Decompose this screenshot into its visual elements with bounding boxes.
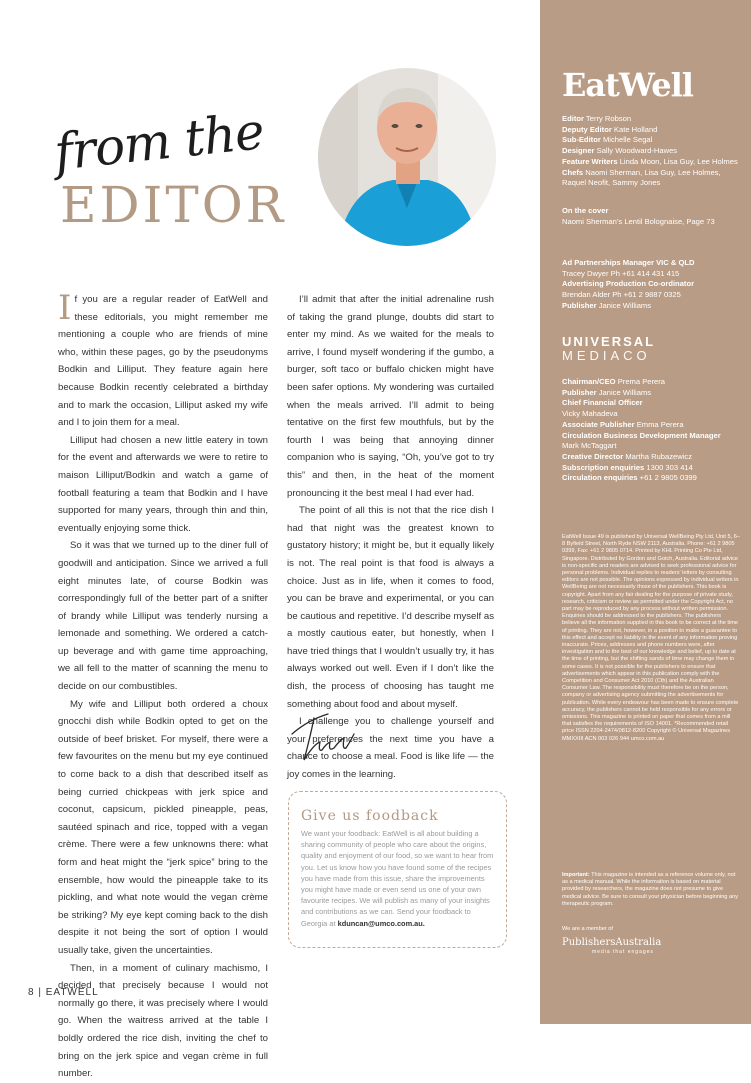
credits-editorial	[562, 114, 738, 189]
paragraph: If you are a regular reader of EatWell and these editorials, you might remember me mentioning a couple who are friends of mine who, within these pages, go by the pseudonyms Bodkin and Lilliput. They feature again here because Bodkin recently celebrated a birthday and to mark the occasion, Lilliput asked my wife and I to join them for a meal.	[58, 288, 268, 429]
editor-signature	[288, 704, 360, 768]
credit-row: Chief Financial Officer Vicky Mahadeva	[562, 398, 643, 419]
credit-row: Circulation Business Development Manager Mark McTaggart	[562, 430, 721, 451]
drop-cap: I	[58, 288, 72, 328]
credit-row: Chairman/CEO Prema Perera	[562, 377, 665, 386]
editor-photo	[318, 68, 496, 246]
credit-row: Designer Sally Woodward-Hawes	[562, 146, 678, 156]
credit-row: Associate Publisher Emma Perera	[562, 419, 684, 429]
credit-row: Sub-Editor Michelle Segal	[562, 135, 653, 145]
eatwell-logo: EatWell	[562, 66, 693, 104]
credit-row: Subscription enquiries 1300 303 414	[562, 462, 693, 472]
credit-row: Ad Partnerships Manager VIC & QLD Tracey Dwyer Ph +61 414 431 415	[562, 258, 695, 278]
credit-row: Creative Director Martha Rubazewicz	[562, 451, 693, 461]
credit-row: Advertising Production Co-ordinator Brendan Alder Ph +61 2 9887 0325	[562, 279, 695, 300]
feedback-text: We want your foodback: EatWell is all about building a sharing community of people who care about the origins, quality and enjoyment of our food, so we want to hear from you. Let us know how you have found some of the recipes you have made from this issue, share the improvements you might have made or even send us one of your own favourite recipes. We will publish as many of your insights and contributions as we can. Send your foodback to Georgia at kduncan@umco.com.au.	[301, 829, 494, 928]
credits-advertising	[562, 258, 738, 312]
paragraph: I’ll admit that after the initial adrenaline rush of taking the grand plunge, doubts did start to enter my mind. As we waited for the meals to arrive, I found myself wondering if the gumbo, a burger, soft taco or buffalo chicken might have been safer options. My wondering was curtailed when the meals arrived. I’ll admit to being tentative on the first few mouthfuls, but by the fourth I was being that annoying dinner companion who is saying, “Oh, you’ve got to try this” and then, in the heat of the moment pronouncing it the best meal I had ever had.	[287, 294, 494, 499]
credit-row: Feature Writers Linda Moon, Lisa Guy, Lee Holmes	[562, 156, 738, 166]
credit-row: Publisher Janice Williams	[562, 300, 652, 310]
credits-corporate	[562, 377, 738, 484]
publishers-australia-logo: PublishersAustralia media that engages	[562, 937, 662, 955]
feedback-box	[288, 791, 507, 948]
member-text: We are a member of	[562, 926, 613, 932]
paragraph: The point of all this is not that the rice dish I had that night was the greatest known to gustatory history; it might be, but it equally likely is not. The real point is that food is always a choice. Just as in life, when it comes to food, you can be brave and experimental, or you can be cautious and repetitive. I’d describe myself as a mostly cautious eater, but honestly, when I have tried things that I wouldn’t usually try, it has always worked out well. Even if I don’t like the dish, the process of choosing has taught me something about food and about myself.	[287, 505, 494, 710]
legal-notice: EatWell Issue 49 is published by Universal WellBeing Pty Ltd, Unit 5, 6–8 Byfield Street, North Ryde NSW 2113, Australia. Phone: +61 2 9805 0399, Fax: +61 2 9805 0714. Printed by KHL Printing Co Pte Ltd, Singapore. Distributed by Gordon and Gotch, Australia. Editorial advice is non-specific and readers are advised to seek professional advice for personal problems. Individual replies to readers’ letters by consulting editors are not possible. The opinions expressed by individual writers in WellBeing are not necessarily those of the publishers. This book is copyright. Apart from any fair dealing for the purpose of private study, research, criticism or review as permitted under the Copyright Act, no part may be reproduced by any process without written permission. Enquiries should be addressed to the publishers. The publishers believe all the information supplied in this book to be correct at the time of printing. They are not, however, in a position to make a guarantee to this effect and accept no liability in the event of any information proving inaccurate. Prices, addresses and phone numbers were, after investigation and to the best of our knowledge and belief, up to date at the time of printing, but the shifting sands of time may change them in some cases. It is not possible for the publishers to ensure that advertisements which appear in this publication comply with the Competition and Consumer Act 2010 (Cth) and the Australian Consumer Law. The responsibility must therefore be on the person, company or advertising agency submitting the advertisements for publication. While every endeavour has been made to ensure complete accuracy, the publishers cannot be held responsible for any errors or omissions. This magazine is printed on paper that comes from a mill that satisfies the requirements of ISO 14001. *Recommended retail price ISSN 2204-2474/0812-8200 Copyright © Universal Magazines MMXXIII ACN 003 026 944 umco.com.au	[562, 534, 740, 742]
page-footer: 8 | EATWELL	[28, 987, 99, 998]
feedback-title: Give us foodback	[301, 808, 439, 824]
credit-row: Circulation enquiries +61 2 9805 0399	[562, 473, 697, 483]
feedback-email-link[interactable]: kduncan@umco.com.au.	[337, 918, 425, 928]
paragraph: Then, in a moment of culinary machismo, I decided that precisely because I would not normally go there, it was precisely where I would go. When the waitress arrived at the table I boldly ordered the rice dish, inviting the chef to bring on the jerk spice and vegan crème in full number.	[58, 962, 268, 1080]
universal-mediaco-logo: UNIVERSAL MEDIACO	[562, 334, 656, 363]
paragraph: I challenge you to challenge yourself and your preferences the next time you have a chance to choose a meal. Food is like life — the joy comes in the learning.	[287, 716, 494, 781]
credit-row: Editor Terry Robson	[562, 114, 632, 123]
paragraph: So it was that we turned up to the diner full of goodwill and anticipation. Since we arrived a full eight minutes late, of course Bodkin was correspondingly full of the better part of a snifter of brandy while Lilliput was tenderly nursing a lemonade and something. We ordered a catch-up beverage and with game time approaching, we all fell to the matter of scanning the menu to decide on our combustibles.	[58, 540, 268, 693]
credit-row: Chefs Naomi Sherman, Lisa Guy, Lee Holmes, Raquel Neofit, Sammy Jones	[562, 167, 721, 188]
header-script: from the	[51, 102, 267, 182]
letter-column-1	[58, 288, 268, 1083]
paragraph: My wife and Lilliput both ordered a choux gnocchi dish while Bodkin opted to get on the outside of beef brisket. For myself, there were a few favourites on the menu but my eye continued to come back to a dish that described itself as being curried chickpeas with jerk spice and coconut, capsicum, pickled pineapple, peas, sautéed spinach and rice, topped with a vegan crème. There were a few unknowns there: what form and heat might the “jerk spice” bring to the ensemble, how would the pineapple take to its pickling, and what note would the vegan crème be striking? My eye kept coming back to the dish despite it not being the sort of option I would usually take, given the uncertainties.	[58, 698, 268, 956]
credit-row: Publisher Janice Williams	[562, 387, 652, 397]
important-notice: Important: This magazine is intended as a reference volume only, not as a medical manual. While the information is based on material provided by researchers, the magazine does not presume to give medical advice. Be sure to consult your physician before beginning any therapeutic program.	[562, 872, 738, 907]
cover-credit: On the cover Naomi Sherman’s Lentil Bolognaise, Page 73	[562, 206, 715, 226]
page-title: EDITOR	[60, 176, 287, 234]
credit-row: Deputy Editor Kate Holland	[562, 124, 658, 134]
paragraph: Lilliput had chosen a new little eatery in town for the event and afterwards we were to retire to maison Lilliput/Bodkin and watch a game of football featuring a team that Bodkin and I have supported for many years, through thin and thin, eventually enjoying some thick.	[58, 434, 268, 534]
